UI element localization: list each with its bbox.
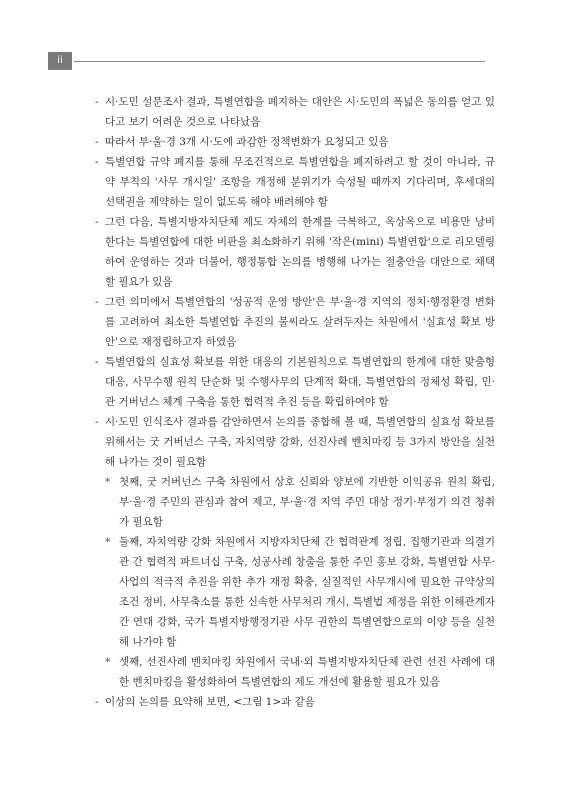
bullet-item	[95, 152, 495, 212]
document-body	[95, 92, 495, 712]
dash-marker: -	[95, 96, 99, 108]
bullet-text: 특별연합 규약 폐지를 통해 무조건적으로 특별연합을 폐지하려고 할 것이 아니라, 규약 부칙의 '사무 개시일' 조항을 개정해 분위기가 숙성될 때까지 기다리며, 후세대의 선택권을 제약하는 일이 없도록 해야 배려해야 함	[105, 156, 495, 208]
bullet-text: 특별연합의 실효성 확보를 위한 대응의 기본원칙으로 특별연합의 한계에 대한 맞춤형 대응, 사무수행 원칙 단순화 및 수행사무의 단계적 확대, 특별연합의 정체성 확립, 민·관 거버넌스 체계 구축을 통한 협력적 추진 등을 확립하여야 함	[105, 356, 495, 408]
star-marker: *	[105, 656, 111, 668]
bullet-item	[95, 132, 495, 152]
bullet-item	[95, 352, 495, 412]
dash-marker: -	[95, 696, 99, 708]
bullet-text: 시·도민 설문조사 결과, 특별연합을 폐지하는 대안은 시·도민의 폭넓은 동의를 얻고 있다고 보기 어려운 것으로 나타났음	[105, 96, 495, 128]
dash-marker: -	[95, 156, 99, 168]
bullet-item	[95, 412, 495, 472]
bullet-item	[95, 212, 495, 292]
sub-bullet-text: 첫째, 굿 거버넌스 구축 차원에서 상호 신뢰와 양보에 기반한 이익공유 원칙 확립, 부·울·경 주민의 관심과 참여 제고, 부·울·경 지역 주민 대상 정기·부정기 의견 청취가 필요함	[119, 476, 495, 528]
bullet-text: 이상의 논의를 요약해 보면, <그림 1>과 같음	[105, 696, 315, 708]
dash-marker: -	[95, 136, 99, 148]
dash-marker: -	[95, 416, 99, 428]
dash-marker: -	[95, 356, 99, 368]
sub-bullet-item	[95, 532, 495, 652]
bullet-item	[95, 692, 495, 712]
bullet-item	[95, 292, 495, 352]
page-header	[0, 52, 572, 72]
bullet-item	[95, 92, 495, 132]
header-rule	[74, 61, 485, 62]
bullet-text: 그런 다음, 특별지방자치단체 제도 자체의 한계를 극복하고, 옥상옥으로 비용만 낭비한다는 특별연합에 대한 비판을 최소화하기 위해 '작은(mini) 특별연합'으로 리모델링하여 운영하는 것과 더불어, 행정통합 논의를 병행해 나가는 절충안을 대안으로 채택할 필요가 있음	[105, 216, 495, 288]
bullet-text: 그런 의미에서 특별연합의 '성공적 운영 방안'은 부·울·경 지역의 정치·행정환경 변화를 고려하여 최소한 특별연합 추진의 불씨라도 살려두자는 차원에서 '실효성 확보 방안'으로 재정립하고자 하였음	[105, 296, 495, 348]
dash-marker: -	[95, 216, 99, 228]
star-marker: *	[105, 536, 111, 548]
star-marker: *	[105, 476, 111, 488]
bullet-text: 시·도민 인식조사 결과를 감안하면서 논의를 종합해 볼 때, 특별연합의 실효성 확보를 위해서는 굿 거버넌스 구축, 자치역량 강화, 선진사례 벤치마킹 등 3가지 방안을 실천해 나가는 것이 필요함	[105, 416, 495, 468]
sub-bullet-text: 셋째, 선진사례 벤치마킹 차원에서 국내·외 특별지방자치단체 관련 선진 사례에 대한 벤치마킹을 활성화하여 특별연합의 제도 개선에 활용할 필요가 있음	[119, 656, 495, 688]
page-number: ii	[48, 52, 72, 70]
bullet-text: 따라서 부·울·경 3개 시·도에 과감한 정책변화가 요청되고 있음	[105, 136, 389, 148]
sub-bullet-text: 둘째, 자치역량 강화 차원에서 지방자치단체 간 협력관계 정립, 집행기관과 의결기관 간 협력적 파트너십 구축, 성공사례 창출을 통한 주민 홍보 강화, 특별연합 사무·사업의 적극적 추진을 위한 추가 재정 확충, 실질적인 사무개시에 필요한 규약상의 조건 정비, 사무축소를 통한 신속한 사무처리 개시, 특별법 제정을 위한 이해관계자 간 연대 강화, 국가 특별지방행정기관 사무 권한의 특별연합으로의 이양 등을 실천해 나가야 함	[119, 536, 495, 648]
sub-bullet-item	[95, 472, 495, 532]
dash-marker: -	[95, 296, 99, 308]
sub-bullet-item	[95, 652, 495, 692]
